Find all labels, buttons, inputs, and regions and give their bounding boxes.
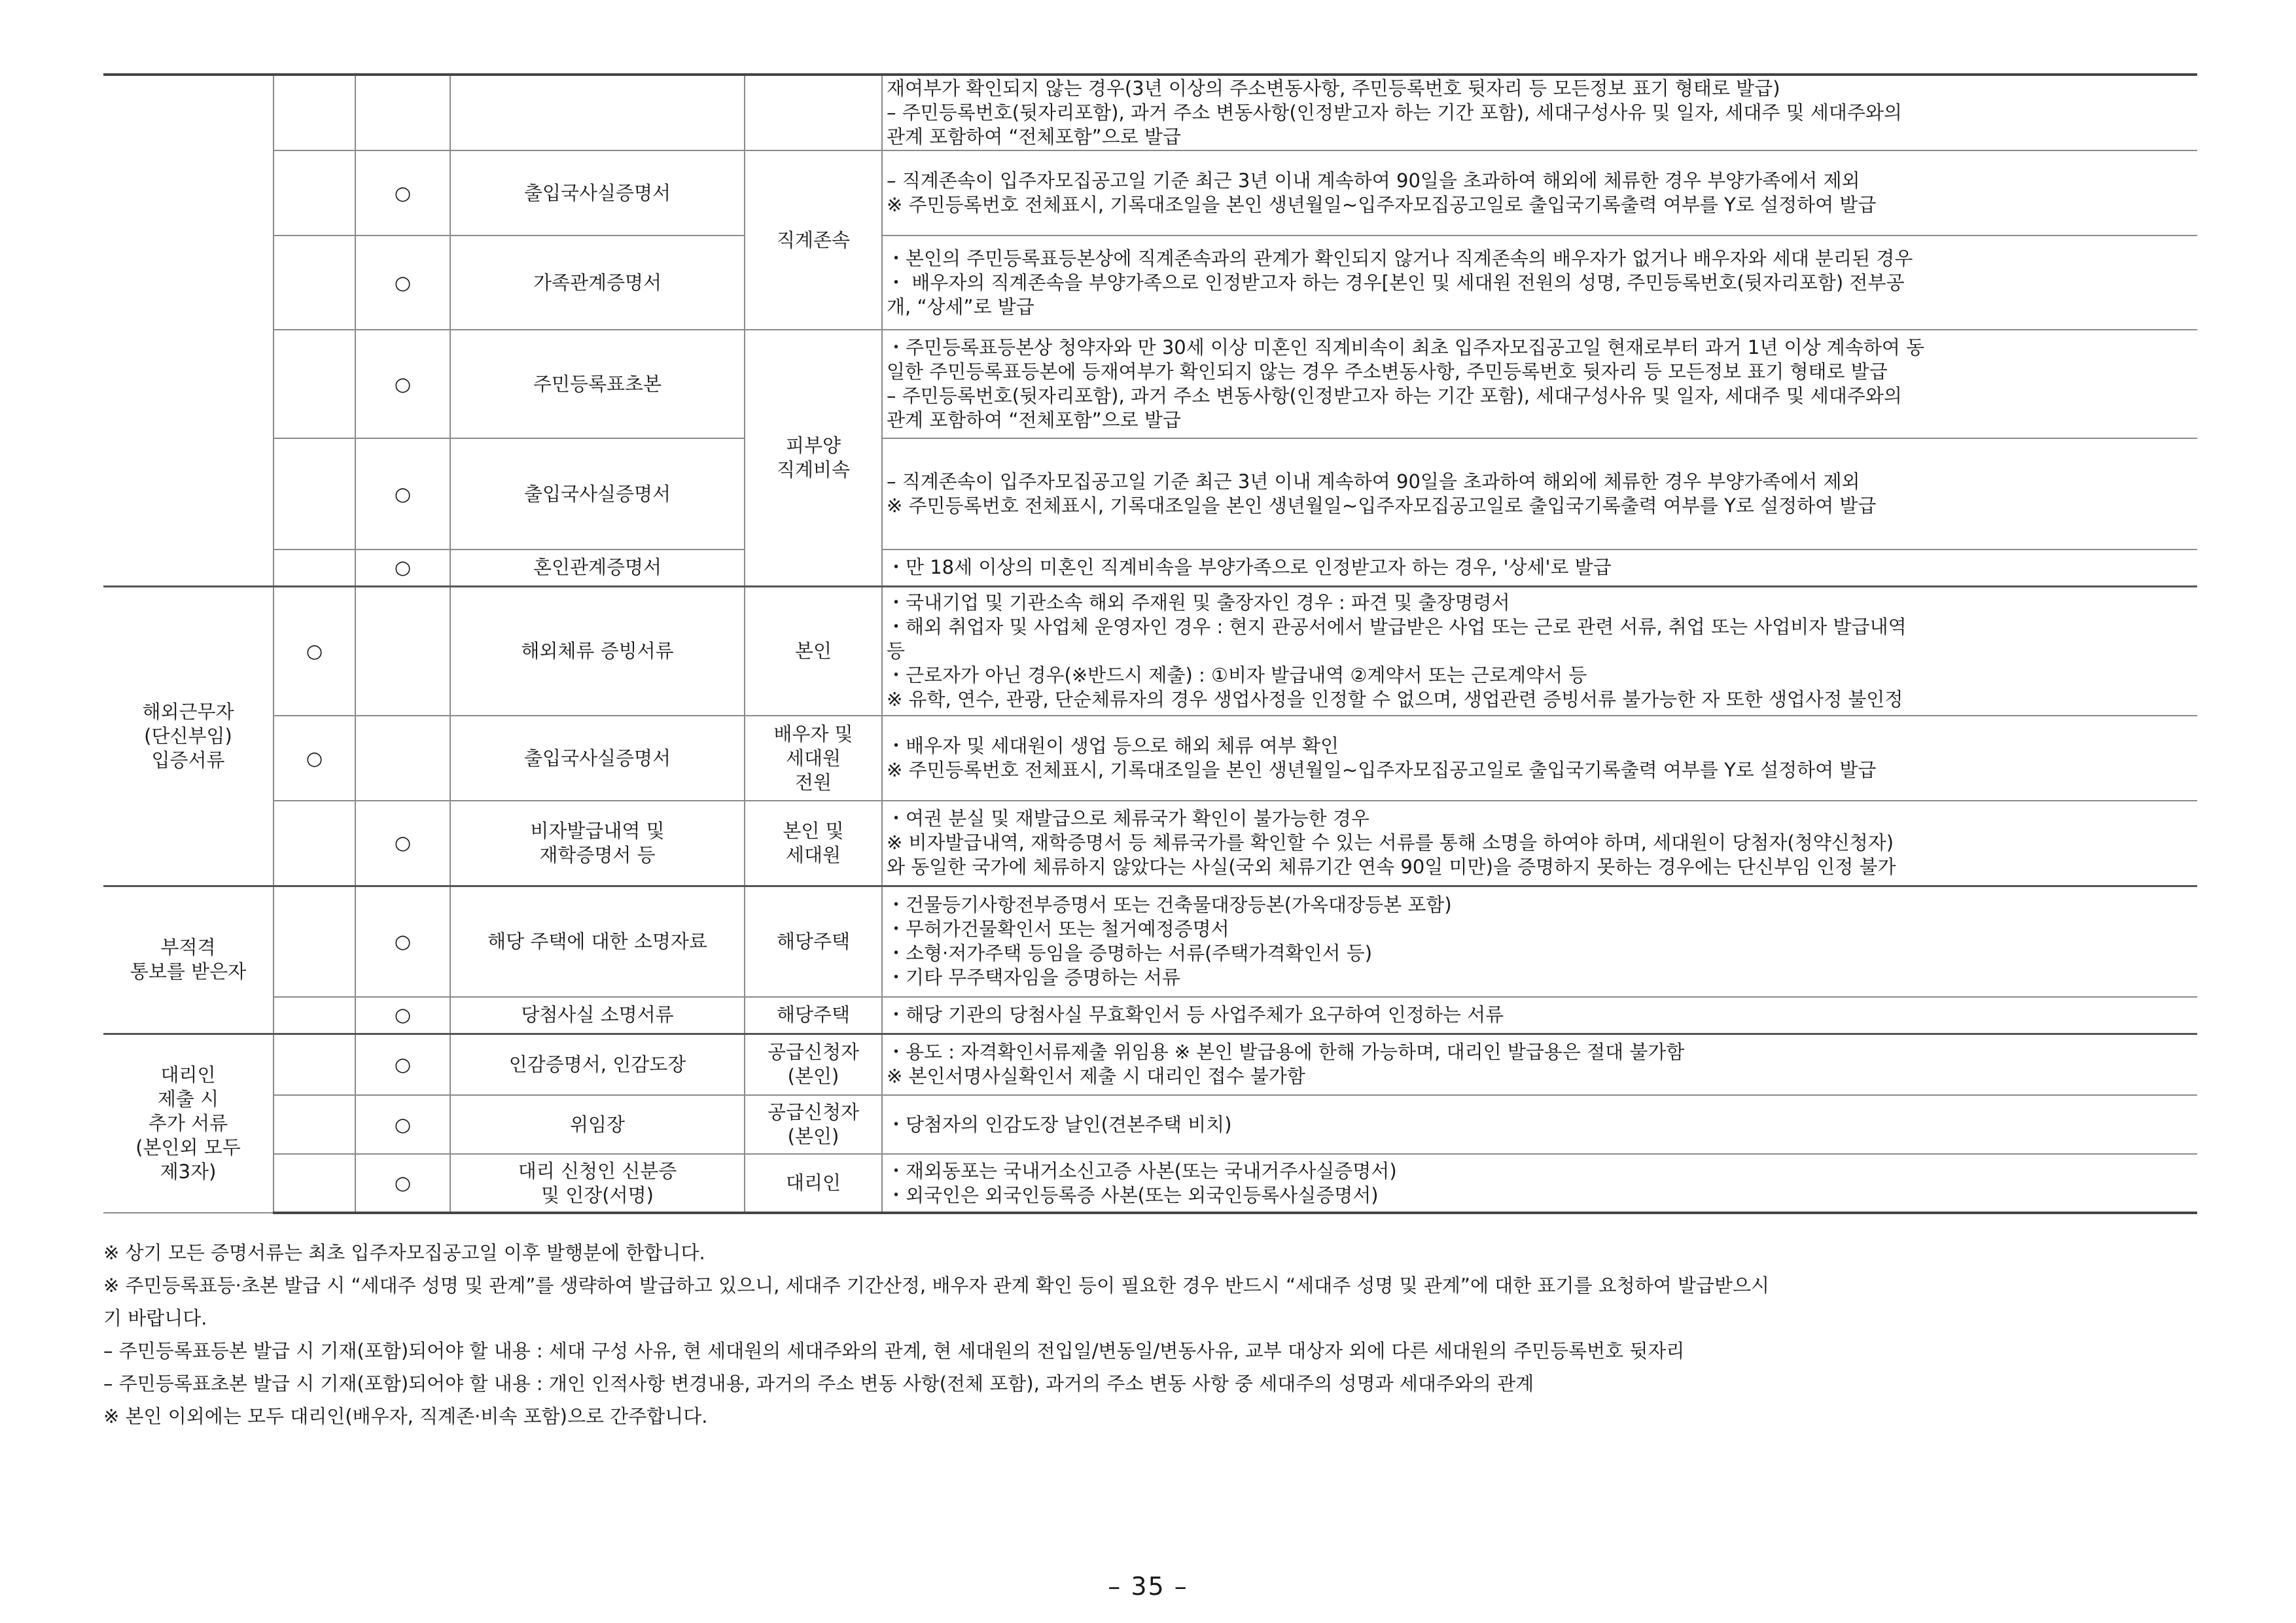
detail-cell: – 직계존속이 입주자모집공고일 기준 최근 3년 이내 계속하여 90일을 초과하여 해외에 체류한 경우 부양가족에서 제외 ※ 주민등록번호 전체표시, 기록대조일을 본인 생년월일~입주자모집공고일로 출입국기록출력 여부를 Y로 설정하여 발급 xyxy=(882,438,2197,550)
detail-cell: ・배우자 및 세대원이 생업 등으로 해외 체류 여부 확인 ※ 주민등록번호 전체표시, 기록대조일을 본인 생년월일~입주자모집공고일로 출입국기록출력 여부를 Y로 설정하여 발급 xyxy=(882,716,2197,801)
document-name: 주민등록표초본 xyxy=(450,330,745,438)
spacer-cell xyxy=(274,330,355,438)
target-cell: 배우자 및 세대원 전원 xyxy=(745,716,882,801)
detail-cell: 재여부가 확인되지 않는 경우(3년 이상의 주소변동사항, 주민등록번호 뒷자리 등 모든정보 표기 형태로 발급) – 주민등록번호(뒷자리포함), 과거 주소 변동사항(인정받고자 하는 기간 포함), 세대구성사유 및 일자, 세대주 및 세대주와의 관계 포함하여 “전체포함”으로 발급 xyxy=(882,75,2197,150)
detail-cell: ・주민등록표등본상 청약자와 만 30세 이상 미혼인 직계비속이 최초 입주자모집공고일 현재로부터 과거 1년 이상 계속하여 동 일한 주민등록표등본에 등재여부가 확인되지 않는 경우 주소변동사항, 주민등록번호 뒷자리 등 모든정보 표기 형태로 발급 – 주민등록번호(뒷자리포함), 과거 주소 변동사항(인정받고자 하는 기간 포함), 세대구성사유 및 일자, 세대주 및 세대주와의 관계 포함하여 “전체포함”으로 발급 xyxy=(882,330,2197,438)
document-name: 해외체류 증빙서류 xyxy=(450,586,745,716)
footnotes xyxy=(103,1236,2197,1433)
spacer-cell xyxy=(274,150,355,236)
required-mark: ○ xyxy=(355,886,450,997)
table-row xyxy=(103,236,2197,330)
required-mark: ○ xyxy=(274,716,355,801)
table-row xyxy=(103,438,2197,550)
category-overseas-workers: 해외근무자 (단신부임) 입증서류 xyxy=(103,586,274,886)
category-proxy-submission: 대리인 제출 시 추가 서류 (본인외 모두 제3자) xyxy=(103,1034,274,1213)
table-row xyxy=(103,75,2197,150)
detail-cell: ・건물등기사항전부증명서 또는 건축물대장등본(가옥대장등본 포함) ・무허가건물확인서 또는 철거예정증명서 ・소형·저가주택 등임을 증명하는 서류(주택가격확인서 등) ・기타 무주택자임을 증명하는 서류 xyxy=(882,886,2197,997)
document-name: 출입국사실증명서 xyxy=(450,150,745,236)
document-name: 대리 신청인 신분증 및 인장(서명) xyxy=(450,1154,745,1213)
table-row xyxy=(103,716,2197,801)
detail-cell: ・본인의 주민등록표등본상에 직계존속과의 관계가 확인되지 않거나 직계존속의 배우자가 없거나 배우자와 세대 분리된 경우 ・ 배우자의 직계존속을 부양가족으로 인정받고자 하는 경우[본인 및 세대원 전원의 성명, 주민등록번호(뒷자리포함) 전부공 개, “상세”로 발급 xyxy=(882,236,2197,330)
spacer-cell xyxy=(274,1095,355,1154)
spacer-cell xyxy=(274,1034,355,1095)
mark-cell-empty xyxy=(274,75,355,150)
required-mark: ○ xyxy=(355,550,450,586)
document-name: 해당 주택에 대한 소명자료 xyxy=(450,886,745,997)
spacer-cell xyxy=(355,75,450,150)
page-number: – 35 – xyxy=(1108,1572,1188,1601)
target-cell: 공급신청자 (본인) xyxy=(745,1034,882,1095)
detail-cell: ・여권 분실 및 재발급으로 체류국가 확인이 불가능한 경우 ※ 비자발급내역, 재학증명서 등 체류국가를 확인할 수 있는 서류를 통해 소명을 하여야 하며, 세대원이 당첨자(청약신청자) 와 동일한 국가에 체류하지 않았다는 사실(국외 체류기간 연속 90일 미만)을 증명하지 못하는 경우에는 단신부임 인정 불가 xyxy=(882,801,2197,886)
document-cell-empty xyxy=(450,75,745,150)
required-mark: ○ xyxy=(355,1154,450,1213)
required-mark: ○ xyxy=(355,801,450,886)
required-mark: ○ xyxy=(355,1034,450,1095)
target-cell: 본인 및 세대원 xyxy=(745,801,882,886)
spacer-cell xyxy=(274,801,355,886)
required-mark: ○ xyxy=(274,586,355,716)
footnote: – 주민등록표초본 발급 시 기재(포함)되어야 할 내용 : 개인 인적사항 변경내용, 과거의 주소 변동 사항(전체 포함), 과거의 주소 변동 사항 중 세대주의 성명과 세대주와의 관계 xyxy=(103,1372,1534,1395)
detail-cell: ・용도 : 자격확인서류제출 위임용 ※ 본인 발급용에 한해 가능하며, 대리인 발급용은 절대 불가함 ※ 본인서명사실확인서 제출 시 대리인 접수 불가함 xyxy=(882,1034,2197,1095)
target-cell: 대리인 xyxy=(745,1154,882,1213)
required-mark: ○ xyxy=(355,1095,450,1154)
required-mark: ○ xyxy=(355,997,450,1034)
footnote: 기 바랍니다. xyxy=(103,1307,207,1329)
spacer-cell xyxy=(274,550,355,586)
target-cell: 해당주택 xyxy=(745,886,882,997)
table-row xyxy=(103,550,2197,586)
spacer-cell xyxy=(274,997,355,1034)
detail-cell: ・국내기업 및 기관소속 해외 주재원 및 출장자인 경우 : 파견 및 출장명령서 ・해외 취업자 및 사업체 운영자인 경우 : 현지 관공서에서 발급받은 사업 또는 근로 관련 서류, 취업 또는 사업비자 발급내역 등 ・근로자가 아닌 경우(※반드시 제출) : ①비자 발급내역 ②계약서 또는 근로계약서 등 ※ 유학, 연수, 관광, 단순체류자의 경우 생업사정을 인정할 수 없으며, 생업관련 증빙서류 불가능한 자 또한 생업사정 불인정 xyxy=(882,586,2197,716)
detail-cell: ・재외동포는 국내거소신고증 사본(또는 국내거주사실증명서) ・외국인은 외국인등록증 사본(또는 외국인등록사실증명서) xyxy=(882,1154,2197,1213)
table-row xyxy=(103,1034,2197,1095)
detail-cell: ・당첨자의 인감도장 날인(견본주택 비치) xyxy=(882,1095,2197,1154)
spacer-cell xyxy=(274,886,355,997)
detail-cell: ・해당 기관의 당첨사실 무효확인서 등 사업주체가 요구하여 인정하는 서류 xyxy=(882,997,2197,1034)
target-cell: 직계존속 xyxy=(745,150,882,330)
spacer-cell xyxy=(274,438,355,550)
footnote: ※ 주민등록표등·초본 발급 시 “세대주 성명 및 관계”를 생략하여 발급하고 있으니, 세대주 기간산정, 배우자 관계 확인 등이 필요한 경우 반드시 “세대주 성명 및 관계”에 대한 표기를 요청하여 발급받으시 xyxy=(103,1274,1770,1297)
document-name: 비자발급내역 및 재학증명서 등 xyxy=(450,801,745,886)
target-cell: 본인 xyxy=(745,586,882,716)
footnote: ※ 본인 이외에는 모두 대리인(배우자, 직계존·비속 포함)으로 간주합니다. xyxy=(103,1405,708,1427)
table-row xyxy=(103,801,2197,886)
required-mark: ○ xyxy=(355,438,450,550)
table-row xyxy=(103,586,2197,716)
detail-cell: – 직계존속이 입주자모집공고일 기준 최근 3년 이내 계속하여 90일을 초과하여 해외에 체류한 경우 부양가족에서 제외 ※ 주민등록번호 전체표시, 기록대조일을 본인 생년월일~입주자모집공고일로 출입국기록출력 여부를 Y로 설정하여 발급 xyxy=(882,150,2197,236)
spacer-cell xyxy=(274,236,355,330)
document-name: 출입국사실증명서 xyxy=(450,438,745,550)
footnote: ※ 상기 모든 증명서류는 최초 입주자모집공고일 이후 발행분에 한합니다. xyxy=(103,1242,705,1264)
table-row xyxy=(103,1095,2197,1154)
spacer-cell xyxy=(355,586,450,716)
spacer-cell xyxy=(355,716,450,801)
target-cell-empty xyxy=(745,75,882,150)
document-name: 당첨사실 소명서류 xyxy=(450,997,745,1034)
spacer-cell xyxy=(274,1154,355,1213)
document-name: 가족관계증명서 xyxy=(450,236,745,330)
table-row xyxy=(103,886,2197,997)
target-cell: 피부양 직계비속 xyxy=(745,330,882,586)
table-row xyxy=(103,150,2197,236)
target-cell: 공급신청자 (본인) xyxy=(745,1095,882,1154)
required-mark: ○ xyxy=(355,330,450,438)
document-name: 혼인관계증명서 xyxy=(450,550,745,586)
category-cell-continued xyxy=(103,75,274,586)
required-mark: ○ xyxy=(355,150,450,236)
target-cell: 해당주택 xyxy=(745,997,882,1034)
footnote: – 주민등록표등본 발급 시 기재(포함)되어야 할 내용 : 세대 구성 사유, 현 세대원의 세대주와의 관계, 현 세대원의 전입일/변동일/변동사유, 교부 대상자 외에 다른 세대원의 주민등록번호 뒷자리 xyxy=(103,1340,1685,1362)
table-row xyxy=(103,997,2197,1034)
document-name: 인감증명서, 인감도장 xyxy=(450,1034,745,1095)
document-name: 위임장 xyxy=(450,1095,745,1154)
table-row xyxy=(103,1154,2197,1213)
table-row xyxy=(103,330,2197,438)
category-ineligible-notice: 부적격 통보를 받은자 xyxy=(103,886,274,1034)
document-name: 출입국사실증명서 xyxy=(450,716,745,801)
required-mark: ○ xyxy=(355,236,450,330)
document-requirements-table xyxy=(103,73,2197,1214)
detail-cell: ・만 18세 이상의 미혼인 직계비속을 부양가족으로 인정받고자 하는 경우, '상세'로 발급 xyxy=(882,550,2197,586)
